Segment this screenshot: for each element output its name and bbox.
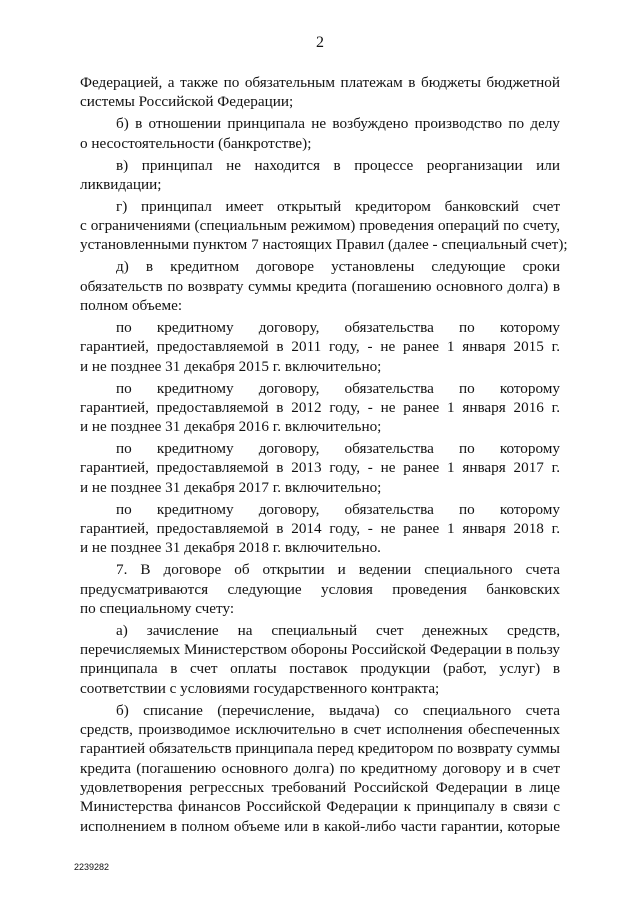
text-line: гарантией, предоставляемой в 2014 году, - не ранее 1 января 2018 г. — [80, 520, 560, 538]
text-line: а) зачисление на специальный счет денежных средств, — [116, 621, 560, 639]
text-line: по кредитному договору, обязательства по которому — [116, 319, 560, 336]
text-line: перечисляемых Министерством обороны Российской Федерации в пользу — [80, 641, 560, 659]
text-line: по кредитному договору, обязательства по которому — [116, 440, 560, 458]
text-line: кредита (погашению основного долга) по кредитному договору и в счет — [80, 759, 560, 777]
text-line: установленными пунктом 7 настоящих Правил (далее - специальный счет); — [80, 236, 568, 254]
text-line: по кредитному договору, обязательства по которому — [116, 500, 560, 518]
text-line: по кредитному договору, обязательства по которому — [116, 379, 560, 397]
text-line: предусматриваются следующие условия проведения банковских — [80, 580, 560, 598]
text-line: б) в отношении принципала не возбуждено производство по делу — [116, 115, 560, 133]
text-line: исполнением в полном объеме или в какой-либо части гарантии, которые — [80, 817, 560, 835]
text-line: гарантией обязательств принципала перед кредитором по возврату суммы — [80, 740, 560, 758]
text-line: гарантией, предоставляемой в 2012 году, - не ранее 1 января 2016 г. — [80, 398, 560, 416]
text-line: и не позднее 31 декабря 2017 г. включительно; — [80, 478, 382, 496]
text-line: гарантией, предоставляемой в 2011 году, - не ранее 1 января 2015 г. — [80, 338, 560, 356]
text-line: и не позднее 31 декабря 2018 г. включительно. — [80, 539, 381, 557]
footer-code: 2239282 — [74, 862, 110, 872]
text-line: соответствии с условиями государственного контракта; — [80, 679, 440, 697]
text-line: по специальному счету: — [80, 599, 235, 617]
text-line: б) списание (перечисление, выдача) со специального счета — [116, 701, 560, 719]
text-line: и не позднее 31 декабря 2016 г. включительно; — [80, 418, 382, 436]
text-line: гарантией, предоставляемой в 2013 году, - не ранее 1 января 2017 г. — [80, 459, 560, 477]
text-line: удовлетворения регрессных требований Российской Федерации в лице — [80, 778, 560, 796]
text-line: г) принципал имеет открытый кредитором банковский счет — [116, 197, 560, 215]
text-line: обязательств по возврату суммы кредита (погашению основного долга) в — [80, 277, 560, 295]
text-line: 7. В договоре об открытии и ведении специального счета — [116, 561, 560, 579]
text-line: д) в кредитном договоре установлены следующие сроки — [116, 258, 560, 276]
text-line: Министерства финансов Российской Федерации к принципалу в связи с — [80, 798, 560, 816]
text-line: в) принципал не находится в процессе реорганизации или — [116, 156, 560, 174]
text-line: Федерацией, а также по обязательным платежам в бюджеты бюджетной — [80, 74, 560, 91]
text-line: ликвидации; — [80, 175, 162, 193]
text-line: с ограничениями (специальным режимом) проведения операций по счету, — [80, 217, 560, 235]
text-line: системы Российской Федерации; — [80, 93, 294, 111]
text-line: полном объеме: — [80, 297, 183, 315]
document-body — [80, 73, 568, 836]
text-line: средств, производимое исключительно в счет исполнения обеспеченных — [80, 721, 560, 739]
text-line: и не позднее 31 декабря 2015 г. включительно; — [80, 357, 382, 375]
text-line: принципала в счет оплаты поставок продукции (работ, услуг) в — [80, 660, 560, 678]
page-number: 2 — [316, 34, 324, 51]
text-line: о несостоятельности (банкротстве); — [80, 134, 312, 152]
